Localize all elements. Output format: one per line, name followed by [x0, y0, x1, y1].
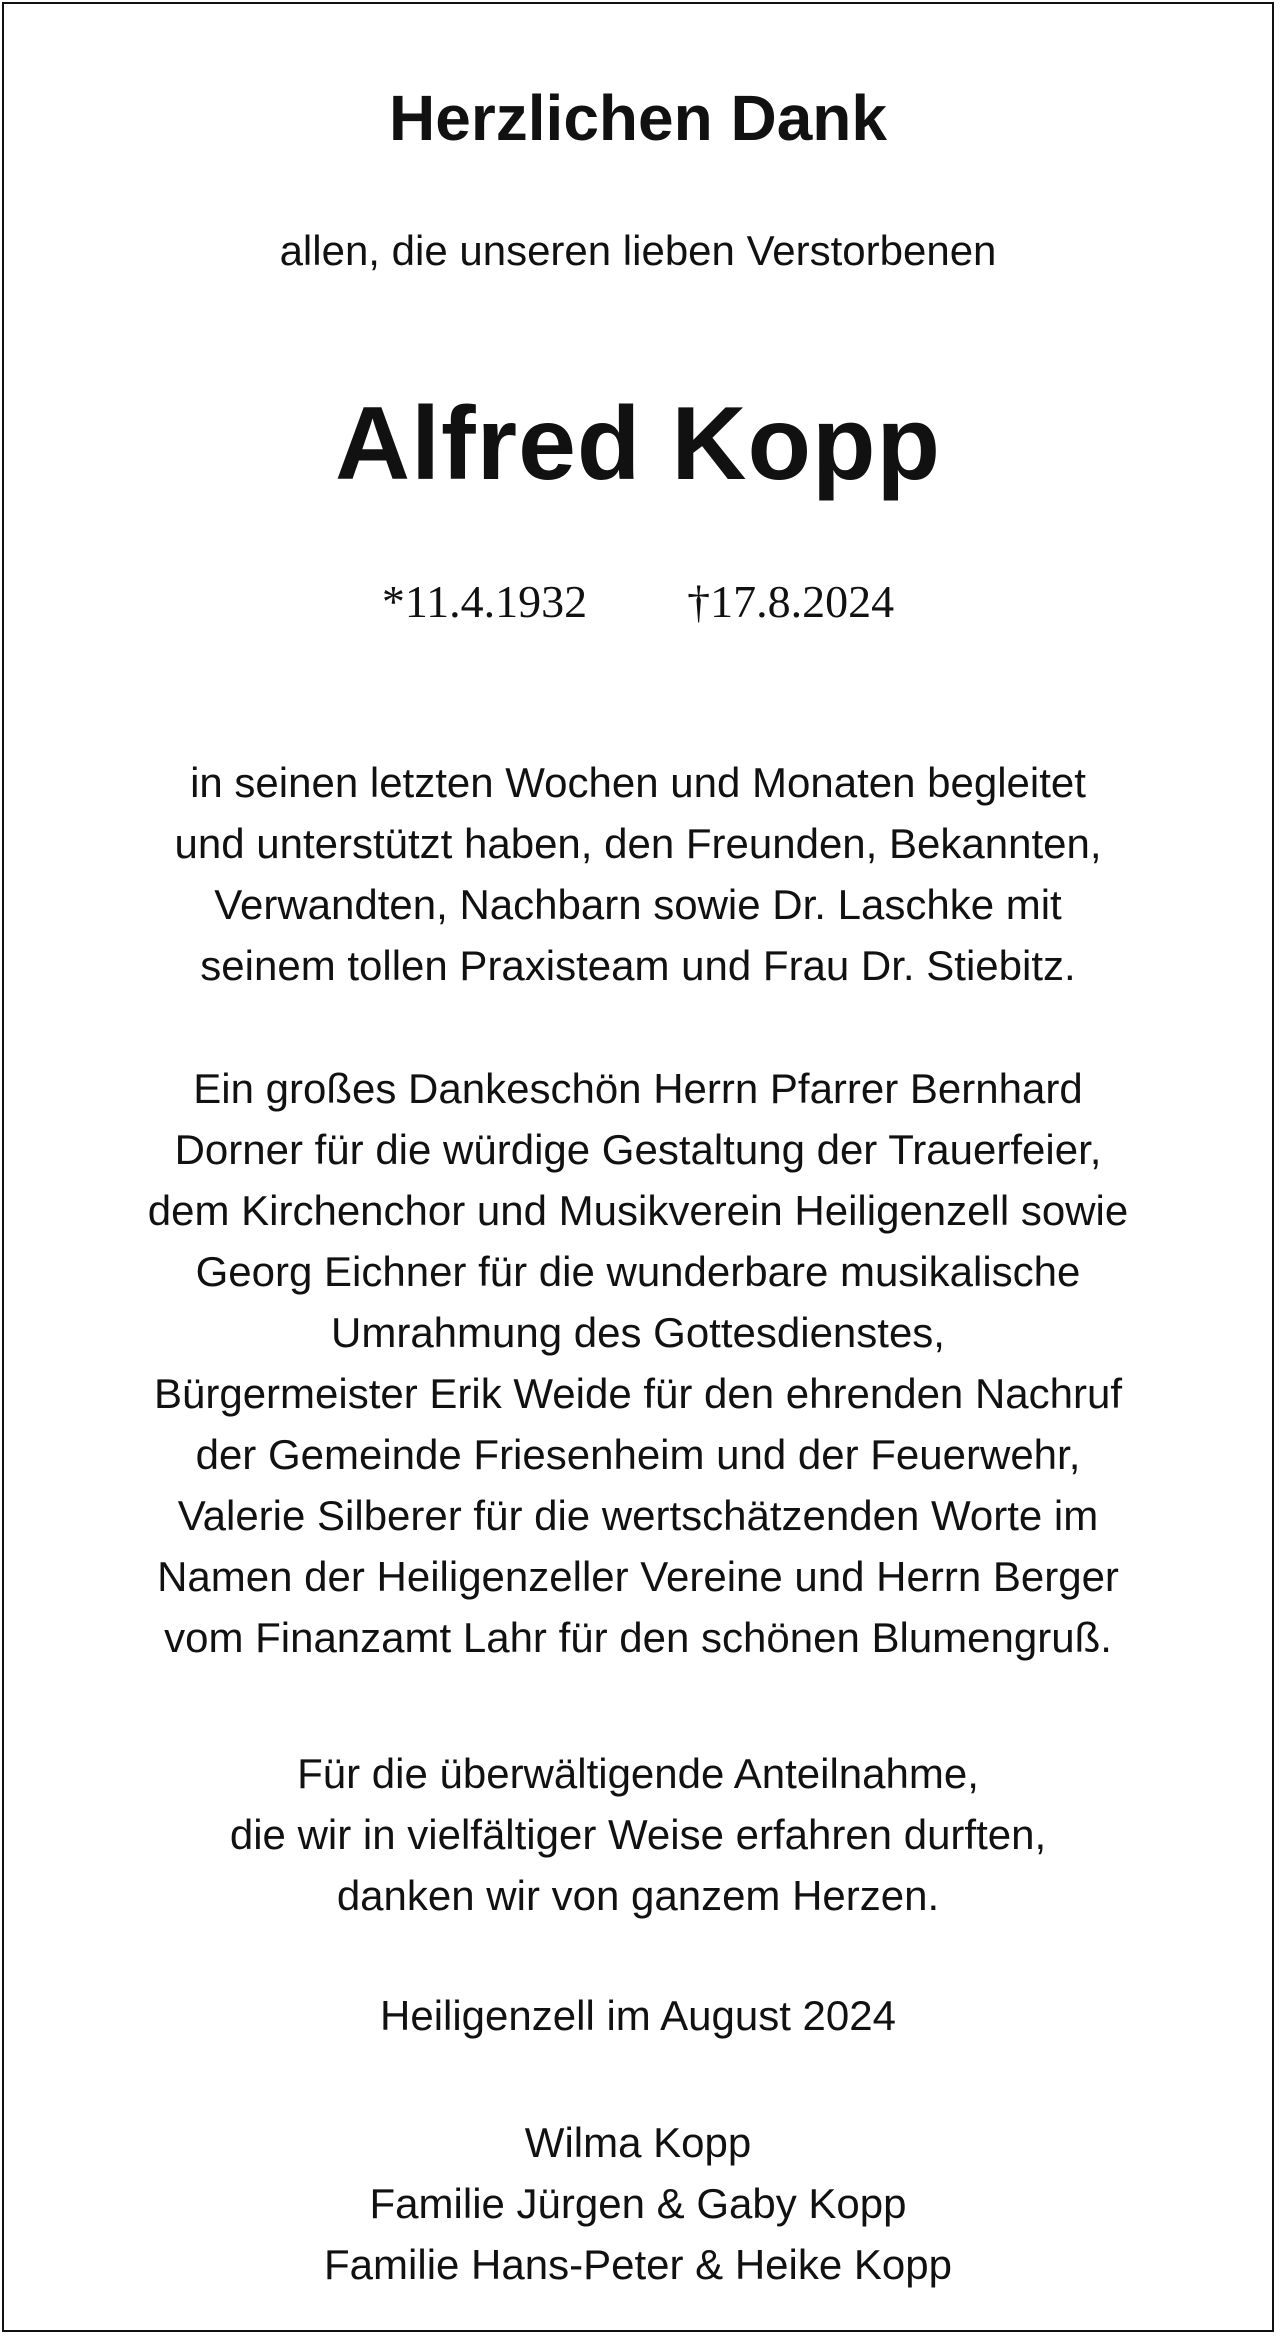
paragraph-line: und unterstützt haben, den Freunden, Bekannten, [174, 820, 1102, 867]
deceased-name: Alfred Kopp [334, 386, 942, 502]
paragraph-line: der Gemeinde Friesenheim und der Feuerwehr, [195, 1431, 1081, 1478]
paragraph-line: vom Finanzamt Lahr für den schönen Blumengruß. [164, 1614, 1112, 1661]
signer-name: Wilma Kopp [524, 2119, 752, 2166]
paragraph-line: die wir in vielfältiger Weise erfahren durften, [229, 1811, 1047, 1858]
death-date: †17.8.2024 [687, 576, 895, 627]
paragraph-line: Valerie Silberer für die wertschätzenden Worte im [177, 1492, 1099, 1539]
paragraph-line: seinem tollen Praxisteam und Frau Dr. Stiebitz. [200, 942, 1076, 989]
paragraph-line: Bürgermeister Erik Weide für den ehrenden Nachruf [153, 1370, 1123, 1417]
paragraph-line: dem Kirchenchor und Musikverein Heiligenzell sowie [147, 1187, 1129, 1234]
signer-name: Familie Hans-Peter & Heike Kopp [324, 2241, 952, 2288]
signer-name: Familie Jürgen & Gaby Kopp [369, 2180, 907, 2227]
notice-heading: Herzlichen Dank [389, 82, 887, 154]
paragraph-line: Für die überwältigende Anteilnahme, [297, 1750, 979, 1797]
paragraph-line: Umrahmung des Gottesdienstes, [331, 1309, 945, 1356]
intro-text: allen, die unseren lieben Verstorbenen [279, 227, 997, 274]
paragraph-line: Ein großes Dankeschön Herrn Pfarrer Bernhard [193, 1065, 1083, 1112]
paragraph-line: Georg Eichner für die wunderbare musikalische [195, 1248, 1081, 1295]
paragraph-line: Namen der Heiligenzeller Vereine und Herrn Berger [157, 1553, 1119, 1600]
paragraph-line: Dorner für die würdige Gestaltung der Trauerfeier, [174, 1126, 1102, 1173]
life-dates [4, 572, 1272, 632]
paragraph-line: in seinen letzten Wochen und Monaten begleitet [190, 759, 1086, 806]
signers-block [4, 2112, 1272, 2295]
thanks-paragraph-2 [4, 1058, 1272, 1668]
thanks-paragraph-1 [4, 752, 1272, 996]
notice-content [4, 4, 1272, 2330]
notice-frame [2, 2, 1274, 2332]
paragraph-line: danken wir von ganzem Herzen. [336, 1872, 940, 1919]
paragraph-line: Verwandten, Nachbarn sowie Dr. Laschke mit [214, 881, 1062, 928]
thanks-paragraph-3 [4, 1743, 1272, 1926]
birth-date: *11.4.1932 [381, 576, 588, 627]
place-and-date: Heiligenzell im August 2024 [380, 1992, 896, 2039]
